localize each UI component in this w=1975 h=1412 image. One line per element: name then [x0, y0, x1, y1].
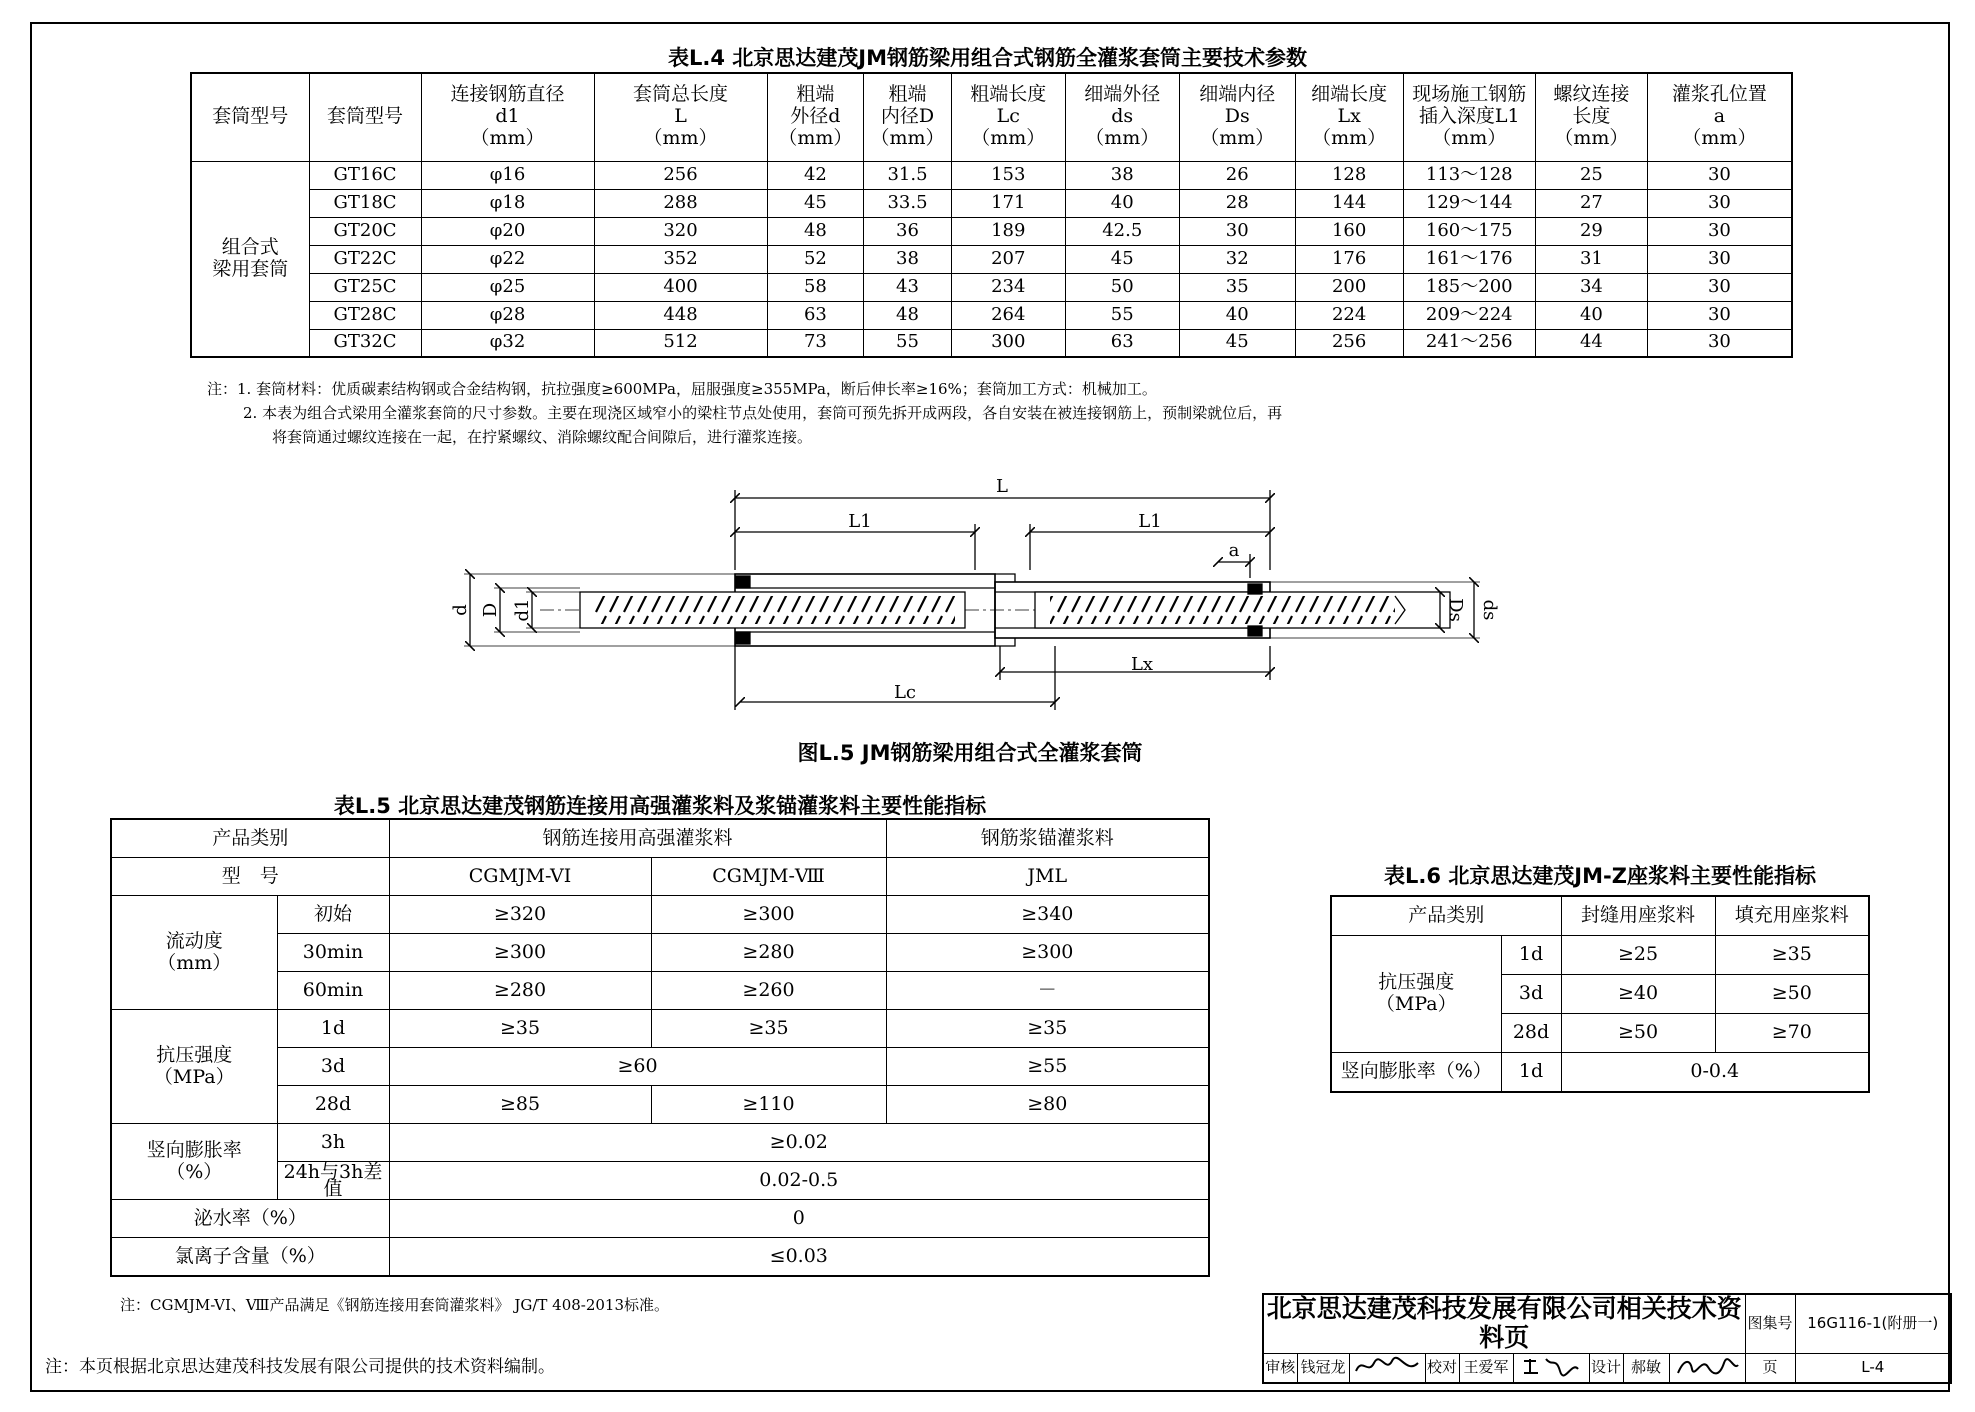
t4-header-2: 连接钢筋直径 d1 （mm） [421, 73, 594, 161]
t6-cell: 0-0.4 [1561, 1053, 1869, 1093]
t4-cell: 25 [1535, 161, 1647, 189]
dim-a: a [1228, 540, 1240, 561]
t6-expand-label: 竖向膨胀率（%） [1331, 1053, 1501, 1093]
t4-cell: 40 [1065, 189, 1179, 217]
t6-cell: 1d [1501, 936, 1561, 975]
table5-note: 注：CGMJM-VI、Ⅷ产品满足《钢筋连接用套筒灌浆料》 JG/T 408-2013标准。 [120, 1296, 670, 1314]
t5-cell: ≥260 [651, 972, 886, 1010]
dim-L1-right: L1 [1138, 511, 1162, 532]
t4-cell: 55 [864, 329, 952, 357]
t5-comp-label: 抗压强度 （MPa） [111, 1010, 277, 1124]
t4-cell: 50 [1065, 273, 1179, 301]
t4-cell: 241～256 [1403, 329, 1535, 357]
t5-model-2: CGMJM-Ⅷ [651, 858, 886, 896]
t6-col2: 填充用座浆料 [1715, 896, 1869, 936]
t5-cell: ≥300 [651, 896, 886, 934]
t4-cell: GT28C [309, 301, 421, 329]
t6-cell: 28d [1501, 1014, 1561, 1053]
t6-cell: 1d [1501, 1053, 1561, 1093]
t4-cell: 207 [951, 245, 1065, 273]
t4-header-5: 粗端 内径D （mm） [864, 73, 952, 161]
t4-cell: φ25 [421, 273, 594, 301]
t4-cell: 42 [767, 161, 864, 189]
t4-cell: 73 [767, 329, 864, 357]
table4 [190, 72, 1793, 358]
t4-cell: 63 [767, 301, 864, 329]
t5-chloride-label: 氯离子含量（%） [111, 1238, 389, 1277]
dim-Lc: Lc [893, 682, 917, 703]
t4-cell: 44 [1535, 329, 1647, 357]
t5-flow-label: 流动度 （mm） [111, 896, 277, 1010]
t6-cell: ≥50 [1561, 1014, 1715, 1053]
t5-model-3: JML [886, 858, 1209, 896]
t4-cell: 30 [1179, 217, 1295, 245]
t4-cell: 40 [1535, 301, 1647, 329]
t5-cell: ≥320 [389, 896, 651, 934]
t4-cell: 512 [594, 329, 767, 357]
table4-note-3: 将套筒通过螺纹连接在一起，在拧紧螺纹、消除螺纹配合间隙后，进行灌浆连接。 [272, 428, 813, 446]
t4-cell: GT16C [309, 161, 421, 189]
t5-cell: ≥60 [389, 1048, 886, 1086]
t6-cell: ≥70 [1715, 1014, 1869, 1053]
t4-cell: φ16 [421, 161, 594, 189]
t4-cell: 42.5 [1065, 217, 1179, 245]
t4-cell: 153 [951, 161, 1065, 189]
t4-cell: 161～176 [1403, 245, 1535, 273]
t4-cell: 26 [1179, 161, 1295, 189]
t4-cell: 45 [1065, 245, 1179, 273]
checker-name: 王爱军 [1459, 1353, 1513, 1383]
t5-cell: ≥35 [651, 1010, 886, 1048]
review-label: 审核 [1263, 1353, 1297, 1383]
t4-cell: 32 [1179, 245, 1295, 273]
t5-cell: 3d [277, 1048, 389, 1086]
t4-header-0: 套筒型号 [191, 73, 309, 161]
atlas-number: 16G116-1(附册一) [1795, 1294, 1951, 1353]
t5-cell: 24h与3h差值 [277, 1162, 389, 1200]
t5-model-1: CGMJM-VI [389, 858, 651, 896]
t4-cell: φ32 [421, 329, 594, 357]
t5-cell: 0.02-0.5 [389, 1162, 1209, 1200]
t4-cell: GT20C [309, 217, 421, 245]
t4-cell: 144 [1295, 189, 1403, 217]
t5-expand-label: 竖向膨胀率 （%） [111, 1124, 277, 1200]
table-row [191, 301, 1792, 329]
dim-Ds: Ds [1445, 598, 1466, 622]
t4-cell: 400 [594, 273, 767, 301]
table-row [191, 161, 1792, 189]
t4-cell: 448 [594, 301, 767, 329]
t4-cell: 43 [864, 273, 952, 301]
t4-cell: 33.5 [864, 189, 952, 217]
t5-cell: ≥85 [389, 1086, 651, 1124]
designer-name: 郝敏 [1623, 1353, 1669, 1383]
t5-cell: ≥280 [651, 934, 886, 972]
t4-cell: 264 [951, 301, 1065, 329]
t4-header-1: 套筒型号 [309, 73, 421, 161]
t4-cell: 30 [1647, 161, 1792, 189]
t4-cell: 36 [864, 217, 952, 245]
table-row [191, 329, 1792, 357]
t4-cell: 200 [1295, 273, 1403, 301]
table4-note-2: 2. 本表为组合式梁用全灌浆套筒的尺寸参数。主要在现浇区域窄小的梁柱节点处使用，套筒可预先拆开成两段，各自安装在被连接钢筋上，预制梁就位后，再 [243, 404, 1283, 422]
table-row [191, 273, 1792, 301]
t5-bleed-label: 泌水率（%） [111, 1200, 389, 1238]
page-number: L-4 [1795, 1353, 1951, 1383]
t4-cell: φ20 [421, 217, 594, 245]
design-label: 设计 [1589, 1353, 1623, 1383]
t5-product-label: 产品类别 [111, 819, 389, 858]
t4-cell: 35 [1179, 273, 1295, 301]
t4-cell: 45 [767, 189, 864, 217]
t4-cell: 320 [594, 217, 767, 245]
t4-header-7: 细端外径 ds （mm） [1065, 73, 1179, 161]
reviewer-signature [1349, 1353, 1425, 1383]
table5-title: 表L.5 北京思达建茂钢筋连接用高强灌浆料及浆锚灌浆料主要性能指标 [333, 794, 987, 818]
t5-cell: 28d [277, 1086, 389, 1124]
t4-cell: φ28 [421, 301, 594, 329]
t5-group2: 钢筋浆锚灌浆料 [886, 819, 1209, 858]
t5-cell: ≥35 [886, 1010, 1209, 1048]
dim-Lx: Lx [1130, 654, 1154, 675]
t5-cell: 初始 [277, 896, 389, 934]
t4-cell: 34 [1535, 273, 1647, 301]
table6-title: 表L.6 北京思达建茂JM-Z座浆料主要性能指标 [1384, 864, 1816, 888]
t5-cell: 30min [277, 934, 389, 972]
table6 [1330, 895, 1870, 1093]
t4-cell: 55 [1065, 301, 1179, 329]
t4-cell: GT18C [309, 189, 421, 217]
dim-d: d [450, 604, 471, 616]
t5-cell: ≥300 [389, 934, 651, 972]
t4-cell: 300 [951, 329, 1065, 357]
figure-caption: 图L.5 JM钢筋梁用组合式全灌浆套筒 [797, 741, 1143, 765]
t4-cell: 40 [1179, 301, 1295, 329]
t5-cell: ≥300 [886, 934, 1209, 972]
t4-cell: GT32C [309, 329, 421, 357]
t4-header-3: 套筒总长度 L （mm） [594, 73, 767, 161]
t5-cell: ≤0.03 [389, 1238, 1209, 1277]
t4-header-11: 螺纹连接 长度 （mm） [1535, 73, 1647, 161]
t6-cell: ≥25 [1561, 936, 1715, 975]
t4-cell: 30 [1647, 189, 1792, 217]
table5 [110, 818, 1210, 1277]
t6-cell: ≥40 [1561, 975, 1715, 1014]
table4-note-1: 注：1. 套筒材料：优质碳素结构钢或合金结构钢，抗拉强度≥600MPa，屈服强度≥355MPa，断后伸长率≥16%；套筒加工方式：机械加工。 [207, 380, 1157, 398]
title-block-title: 北京思达建茂科技发展有限公司相关技术资料页 [1263, 1294, 1745, 1353]
t4-cell: 234 [951, 273, 1065, 301]
t4-cell: 28 [1179, 189, 1295, 217]
t6-col1: 封缝用座浆料 [1561, 896, 1715, 936]
t4-cell: 224 [1295, 301, 1403, 329]
sleeve-diagram [440, 470, 1500, 720]
t4-header-4: 粗端 外径d （mm） [767, 73, 864, 161]
t4-header-8: 细端内径 Ds （mm） [1179, 73, 1295, 161]
t5-cell: 1d [277, 1010, 389, 1048]
t4-cell: 31 [1535, 245, 1647, 273]
t4-cell: φ22 [421, 245, 594, 273]
reviewer-name: 钱冠龙 [1297, 1353, 1349, 1383]
page-label: 页 [1745, 1353, 1795, 1383]
t6-cell: 3d [1501, 975, 1561, 1014]
t4-header-9: 细端长度 Lx （mm） [1295, 73, 1403, 161]
t5-group1: 钢筋连接用高强灌浆料 [389, 819, 886, 858]
atlas-label: 图集号 [1745, 1294, 1795, 1353]
t4-cell: 129～144 [1403, 189, 1535, 217]
t4-cell: 288 [594, 189, 767, 217]
t5-cell: 3h [277, 1124, 389, 1162]
t4-header-6: 粗端长度 Lc （mm） [951, 73, 1065, 161]
t4-cell: 30 [1647, 329, 1792, 357]
t4-cell: 48 [864, 301, 952, 329]
t4-cell: 128 [1295, 161, 1403, 189]
table4-title: 表L.4 北京思达建茂JM钢筋梁用组合式钢筋全灌浆套筒主要技术参数 [668, 46, 1307, 70]
table-row [191, 189, 1792, 217]
check-label: 校对 [1425, 1353, 1459, 1383]
t6-comp-label: 抗压强度 （MPa） [1331, 936, 1501, 1053]
table-row [191, 245, 1792, 273]
t5-cell: ≥0.02 [389, 1124, 1209, 1162]
t6-product-label: 产品类别 [1331, 896, 1561, 936]
dim-ds: ds [1479, 599, 1500, 621]
t4-cell: 38 [864, 245, 952, 273]
t5-cell: 60min [277, 972, 389, 1010]
t5-cell: ≥110 [651, 1086, 886, 1124]
footer-note: 注：本页根据北京思达建茂科技发展有限公司提供的技术资料编制。 [45, 1357, 555, 1377]
t4-cell: 352 [594, 245, 767, 273]
t4-cell: 30 [1647, 301, 1792, 329]
t4-cell: 185～200 [1403, 273, 1535, 301]
t4-cell: 113～128 [1403, 161, 1535, 189]
checker-signature [1513, 1353, 1589, 1383]
t4-cell: 209～224 [1403, 301, 1535, 329]
t4-cell: 63 [1065, 329, 1179, 357]
t4-cell: 256 [1295, 329, 1403, 357]
t4-cell: GT22C [309, 245, 421, 273]
t4-cell: 171 [951, 189, 1065, 217]
t5-cell: ≥55 [886, 1048, 1209, 1086]
t4-cell: 176 [1295, 245, 1403, 273]
t4-cell: 45 [1179, 329, 1295, 357]
t4-cell: 30 [1647, 217, 1792, 245]
t4-cell: 160 [1295, 217, 1403, 245]
t4-cell: 189 [951, 217, 1065, 245]
t4-header-10: 现场施工钢筋 插入深度L1 （mm） [1403, 73, 1535, 161]
dim-d1: d1 [512, 598, 533, 622]
title-block [1262, 1293, 1952, 1384]
t4-cell: 52 [767, 245, 864, 273]
t4-cell: 29 [1535, 217, 1647, 245]
t6-cell: ≥35 [1715, 936, 1869, 975]
t5-cell: 0 [389, 1200, 1209, 1238]
t5-cell: ≥340 [886, 896, 1209, 934]
designer-signature [1669, 1353, 1745, 1383]
t4-cell: GT25C [309, 273, 421, 301]
t4-cell: 31.5 [864, 161, 952, 189]
t6-cell: ≥50 [1715, 975, 1869, 1014]
t4-cell: 160～175 [1403, 217, 1535, 245]
t4-group-label: 组合式 梁用套筒 [191, 161, 309, 357]
dim-L1-left: L1 [848, 511, 872, 532]
t5-model-label: 型 号 [111, 858, 389, 896]
t4-cell: 256 [594, 161, 767, 189]
t5-cell: ≥280 [389, 972, 651, 1010]
dim-L: L [996, 476, 1008, 497]
t5-cell: ≥80 [886, 1086, 1209, 1124]
t4-cell: 38 [1065, 161, 1179, 189]
t5-cell: － [886, 972, 1209, 1010]
t4-cell: 30 [1647, 273, 1792, 301]
t5-cell: ≥35 [389, 1010, 651, 1048]
table-row [191, 217, 1792, 245]
t4-header-12: 灌浆孔位置 a （mm） [1647, 73, 1792, 161]
t4-cell: 58 [767, 273, 864, 301]
t4-cell: φ18 [421, 189, 594, 217]
t4-cell: 27 [1535, 189, 1647, 217]
t4-cell: 48 [767, 217, 864, 245]
dim-D: D [480, 602, 501, 618]
t4-cell: 30 [1647, 245, 1792, 273]
